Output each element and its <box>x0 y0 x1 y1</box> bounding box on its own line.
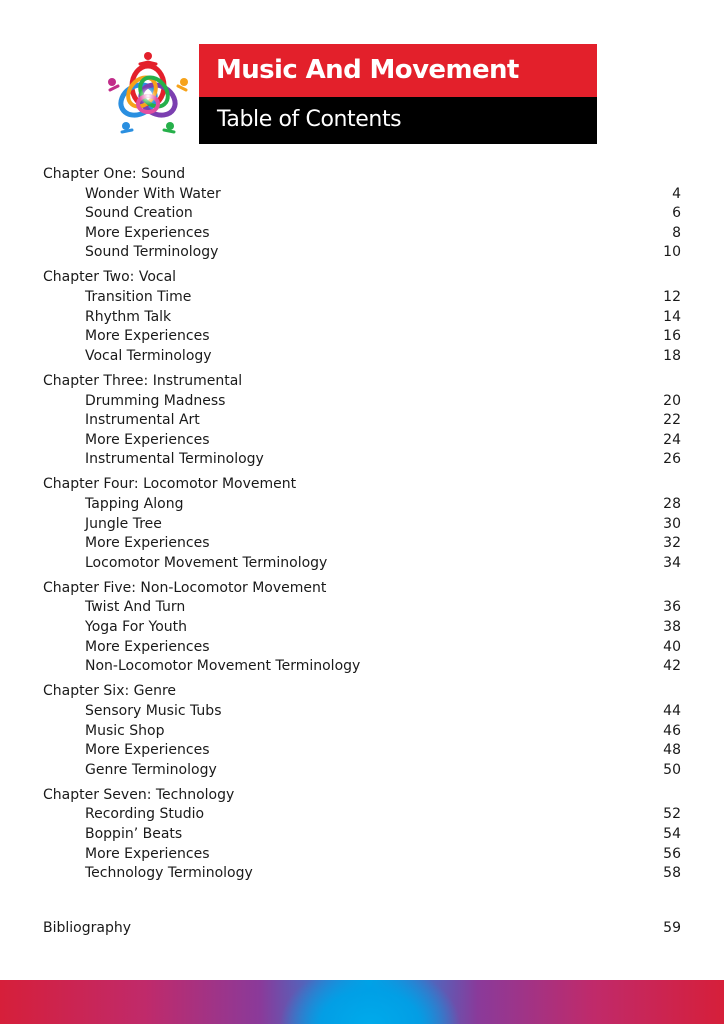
toc-entry-label: Tapping Along <box>85 496 184 512</box>
toc-entry <box>43 347 681 367</box>
toc-chapter <box>43 372 681 470</box>
toc-entry-page: 46 <box>663 722 681 739</box>
toc-chapter <box>43 682 681 780</box>
chapter-title: Chapter One: Sound <box>43 166 186 182</box>
toc-entry-label: Drumming Madness <box>85 392 226 409</box>
footer-color-band <box>0 980 724 1024</box>
toc-entry-page: 10 <box>663 244 681 261</box>
toc-entry-page: 4 <box>672 185 681 202</box>
toc-entry-label: Locomotor Movement Terminology <box>85 554 328 571</box>
toc-entry-page: 30 <box>663 515 681 532</box>
toc-entry-label: Yoga For Youth <box>85 619 187 636</box>
toc-entry-label: Technology Terminology <box>85 865 253 882</box>
toc-entry-label: Twist And Turn <box>85 599 186 616</box>
toc-entry <box>43 431 681 451</box>
toc-entry-label: More Experiences <box>85 638 210 655</box>
toc-entry-page: 24 <box>663 431 681 448</box>
toc-entry-page: 48 <box>663 742 681 759</box>
toc-entry-label: More Experiences <box>85 224 210 241</box>
toc-entry-label: Non-Locomotor Movement Terminology <box>85 658 361 675</box>
toc-entry-page: 16 <box>663 328 681 345</box>
toc-entry-page: 44 <box>663 702 681 719</box>
toc-entry-label: Recording Studio <box>85 806 205 823</box>
toc-entry <box>43 638 681 658</box>
toc-entry <box>43 618 681 638</box>
table-of-contents <box>43 165 681 889</box>
toc-entry <box>43 288 681 308</box>
chapter-title: Chapter Five: Non-Locomotor Movement <box>43 579 327 596</box>
toc-entry-label: Transition Time <box>85 289 192 306</box>
toc-entry <box>43 411 681 431</box>
toc-entry-page: 38 <box>663 619 681 636</box>
toc-chapter <box>43 268 681 366</box>
toc-chapter <box>43 475 681 573</box>
toc-entry-page: 34 <box>663 554 681 571</box>
toc-entry <box>43 327 681 347</box>
toc-entry-label: Sensory Music Tubs <box>85 702 222 719</box>
chapter-title: Chapter Three: Instrumental <box>43 372 243 389</box>
toc-entry <box>43 805 681 825</box>
toc-entry <box>43 204 681 224</box>
toc-entry-page: 40 <box>663 638 681 655</box>
toc-entry-label: Music Shop <box>85 722 165 739</box>
chapter-title: Chapter Six: Genre <box>43 683 177 700</box>
toc-entry-page: 6 <box>672 205 681 222</box>
bibliography-page: 59 <box>663 920 681 936</box>
toc-entry-page: 28 <box>663 496 681 512</box>
toc-entry <box>43 534 681 554</box>
toc-entry <box>43 308 681 328</box>
dancing-figures-logo-icon <box>104 52 192 136</box>
toc-entry <box>43 845 681 865</box>
toc-entry-page: 56 <box>663 845 681 862</box>
toc-entry <box>43 450 681 470</box>
toc-entry-label: Sound Creation <box>85 205 193 222</box>
toc-entry <box>43 554 681 574</box>
toc-entry-page: 12 <box>663 289 681 306</box>
toc-entry <box>43 243 681 263</box>
toc-entry-label: More Experiences <box>85 845 210 862</box>
toc-chapter <box>43 786 681 884</box>
toc-entry-page: 18 <box>663 347 681 364</box>
chapter-title: Chapter Four: Locomotor Movement <box>43 476 297 493</box>
toc-entry-page: 22 <box>663 412 681 429</box>
chapter-title: Chapter Two: Vocal <box>43 269 177 286</box>
toc-entry <box>43 392 681 412</box>
toc-entry-page: 42 <box>663 658 681 675</box>
toc-chapter <box>43 579 681 677</box>
bibliography-label: Bibliography <box>43 920 131 936</box>
toc-entry <box>43 495 681 515</box>
toc-entry <box>43 761 681 781</box>
toc-entry <box>43 185 681 205</box>
toc-entry <box>43 722 681 742</box>
toc-entry <box>43 741 681 761</box>
toc-entry-label: Rhythm Talk <box>85 308 172 325</box>
toc-entry-label: Instrumental Art <box>85 412 200 429</box>
toc-entry-page: 36 <box>663 599 681 616</box>
page-subtitle: Table of Contents <box>199 97 597 144</box>
toc-entry-label: Wonder With Water <box>85 185 221 202</box>
toc-entry-page: 50 <box>663 761 681 778</box>
toc-entry <box>43 657 681 677</box>
page-title: Music And Movement <box>199 44 597 97</box>
toc-entry-label: More Experiences <box>85 742 210 759</box>
toc-entry-label: Vocal Terminology <box>85 347 212 364</box>
toc-entry-page: 52 <box>663 806 681 823</box>
toc-entry-page: 14 <box>663 308 681 325</box>
toc-entry-label: More Experiences <box>85 535 210 552</box>
toc-entry-page: 58 <box>663 865 681 882</box>
toc-chapter <box>43 165 681 263</box>
toc-entry-label: Genre Terminology <box>85 761 217 778</box>
toc-entry <box>43 864 681 884</box>
toc-entry-page: 26 <box>663 451 681 468</box>
toc-entry <box>43 515 681 535</box>
bibliography-entry <box>43 918 681 938</box>
toc-entry-label: Sound Terminology <box>85 244 219 261</box>
toc-entry-page: 32 <box>663 535 681 552</box>
toc-entry-page: 54 <box>663 826 681 842</box>
toc-entry-label: Instrumental Terminology <box>85 451 264 468</box>
chapter-title: Chapter Seven: Technology <box>43 786 235 803</box>
toc-entry-label: More Experiences <box>85 431 210 448</box>
toc-entry-label: Boppin’ Beats <box>85 826 183 842</box>
toc-entry <box>43 825 681 845</box>
toc-entry <box>43 224 681 244</box>
toc-entry-page: 20 <box>663 392 681 409</box>
toc-entry <box>43 598 681 618</box>
toc-entry-label: More Experiences <box>85 328 210 345</box>
toc-entry <box>43 702 681 722</box>
toc-entry-label: Jungle Tree <box>85 515 162 532</box>
toc-entry-page: 8 <box>672 224 681 241</box>
